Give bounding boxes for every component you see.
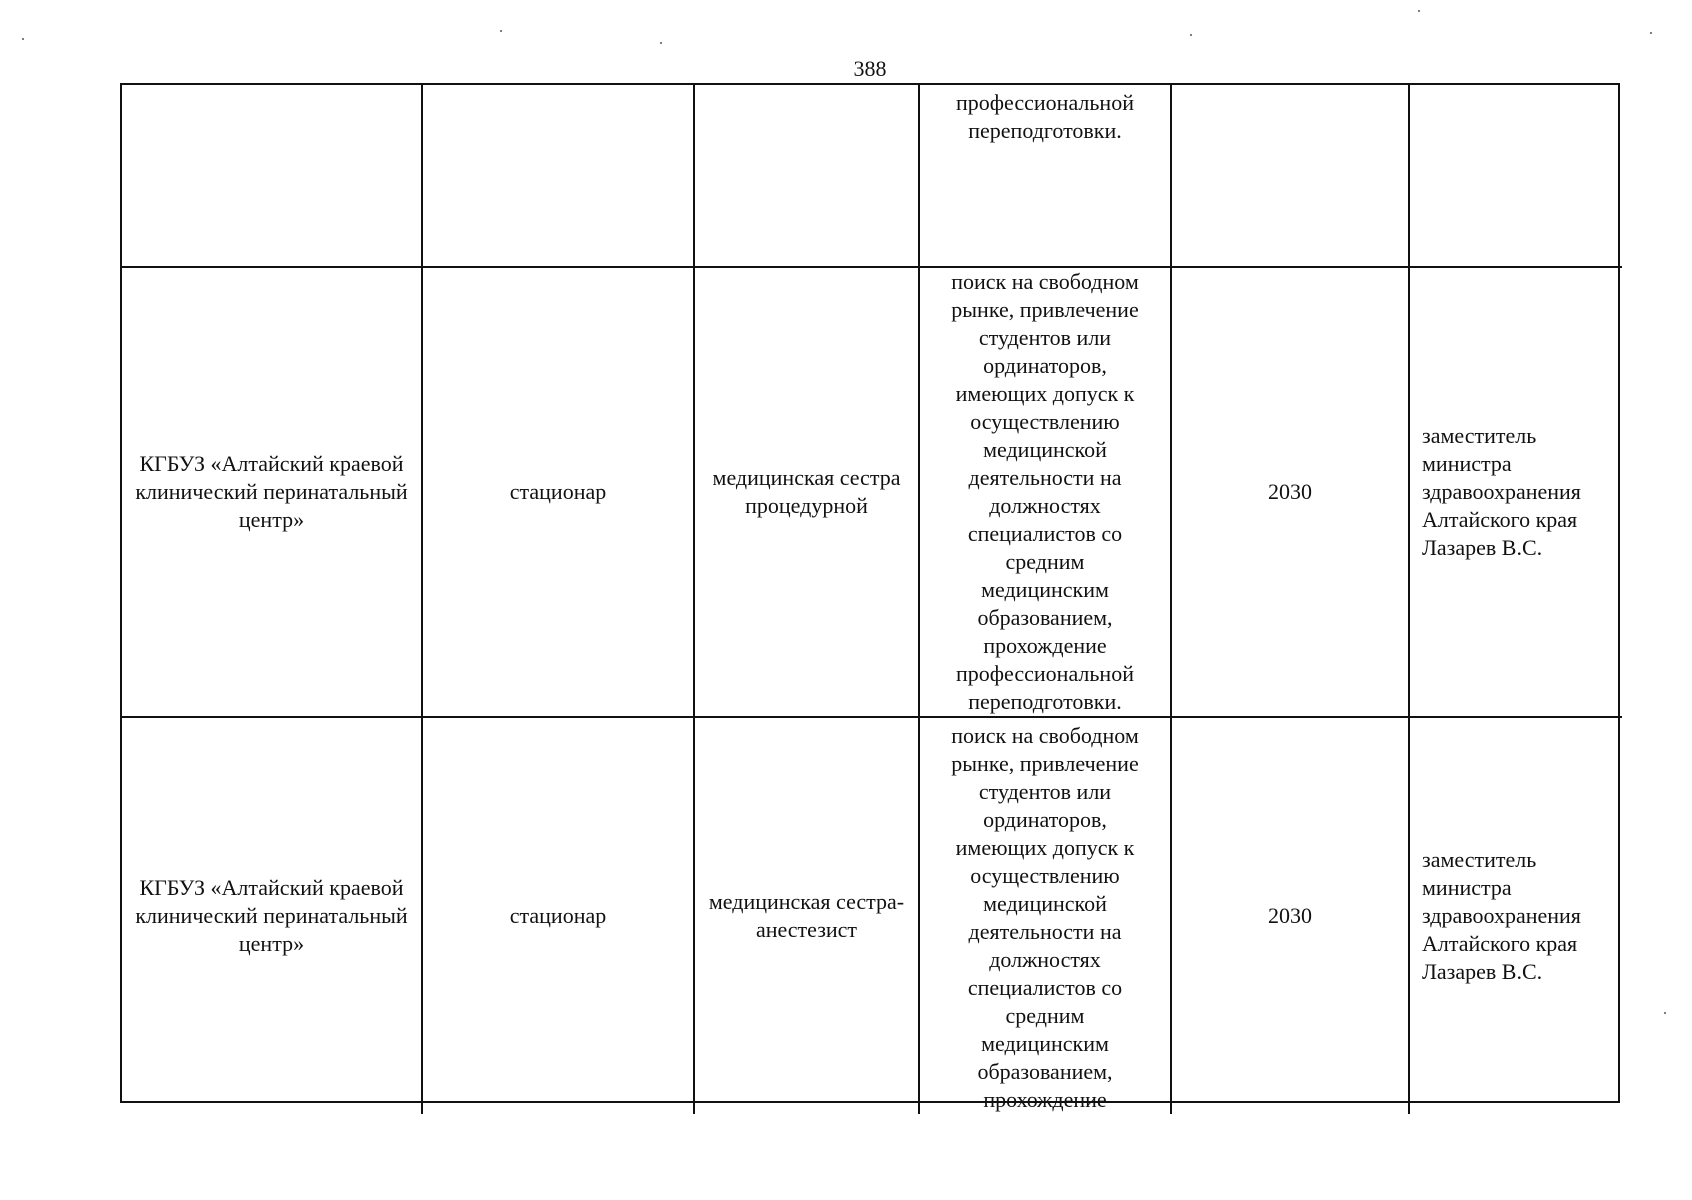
- position-cell: медицинская сестра-анестезист: [694, 717, 919, 1114]
- measures-cell: поиск на свободном рынке, привлечение студентов или ординаторов, имеющих допуск к осуществлению медицинской деятельности на должностях специалистов со средним медицинским образованием, прохождение: [919, 717, 1171, 1114]
- year-cell: [1171, 85, 1409, 267]
- table-row: [122, 85, 1622, 267]
- department-cell: стационар: [422, 717, 694, 1114]
- table-row: [122, 717, 1622, 1114]
- table-row: [122, 267, 1622, 717]
- position-cell: медицинская сестра процедурной: [694, 267, 919, 717]
- department-cell: стационар: [422, 267, 694, 717]
- measures-cell: профессиональной переподготовки.: [919, 85, 1171, 267]
- responsible-cell: [1409, 85, 1622, 267]
- position-cell: [694, 85, 919, 267]
- page-number: 388: [853, 56, 887, 81]
- year-cell: 2030: [1171, 267, 1409, 717]
- organization-cell: КГБУЗ «Алтайский краевой клинический перинатальный центр»: [122, 717, 422, 1114]
- responsible-cell: заместитель министра здравоохранения Алтайского края Лазарев В.С.: [1409, 267, 1622, 717]
- responsible-cell: заместитель министра здравоохранения Алтайского края Лазарев В.С.: [1409, 717, 1622, 1114]
- department-cell: [422, 85, 694, 267]
- year-cell: 2030: [1171, 717, 1409, 1114]
- measures-table: [120, 83, 1620, 1112]
- organization-cell: КГБУЗ «Алтайский краевой клинический перинатальный центр»: [122, 267, 422, 717]
- organization-cell: [122, 85, 422, 267]
- measures-cell: поиск на свободном рынке, привлечение студентов или ординаторов, имеющих допуск к осуществлению медицинской деятельности на должностях специалистов со средним медицинским образованием, прохождение профессиональной переподготовки.: [919, 267, 1171, 717]
